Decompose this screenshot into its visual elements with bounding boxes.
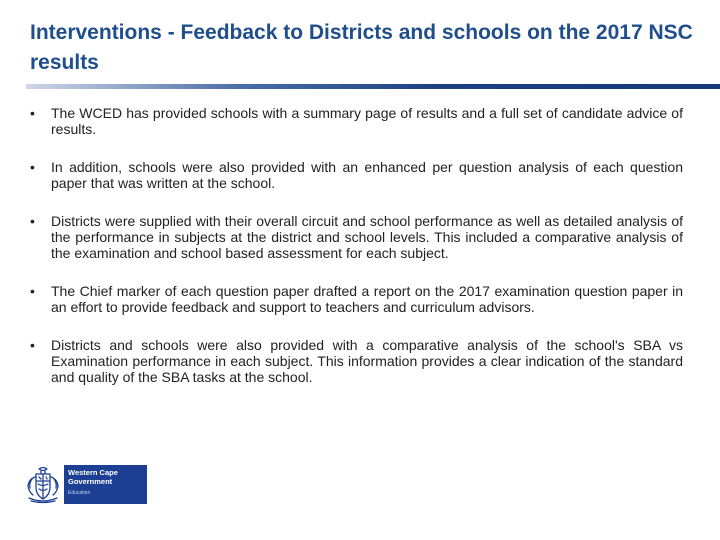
bullet-dot-icon: •	[30, 159, 35, 175]
bullet-item	[30, 213, 683, 261]
bullet-item	[30, 105, 683, 137]
bullet-list	[30, 105, 683, 407]
bullet-text: The Chief marker of each question paper drafted a report on the 2017 examination question paper in an effort to provide feedback and support to teachers and curriculum advisors.	[51, 283, 683, 315]
coat-of-arms-icon	[24, 465, 62, 504]
title-underline	[26, 84, 720, 89]
logo-line-government: Government	[68, 477, 113, 486]
bullet-text: Districts were supplied with their overall circuit and school performance as well as detailed analysis of the performance in subjects at the district and school levels. This included a comparative analysis of the examination and school based assessment for each subject.	[51, 213, 683, 261]
western-cape-government-logo	[24, 465, 147, 504]
logo-line-education: Education	[68, 490, 91, 496]
bullet-item	[30, 337, 683, 385]
logo-wordmark	[64, 465, 147, 504]
bullet-text: Districts and schools were also provided with a comparative analysis of the school's SBA vs Examination performance in each subject. This information provides a clear indication of the standard and quality of the SBA tasks at the school.	[51, 337, 683, 385]
bullet-dot-icon: •	[30, 337, 35, 353]
bullet-dot-icon: •	[30, 105, 35, 121]
bullet-dot-icon: •	[30, 283, 35, 299]
logo-line-western-cape: Western Cape	[68, 468, 118, 477]
bullet-text: In addition, schools were also provided with an enhanced per question analysis of each question paper that was written at the school.	[51, 159, 683, 191]
bullet-dot-icon: •	[30, 213, 35, 229]
bullet-item	[30, 283, 683, 315]
slide-title: Interventions - Feedback to Districts and schools on the 2017 NSC results	[30, 21, 693, 74]
bullet-item	[30, 159, 683, 191]
bullet-text: The WCED has provided schools with a summary page of results and a full set of candidate advice of results.	[51, 105, 683, 137]
